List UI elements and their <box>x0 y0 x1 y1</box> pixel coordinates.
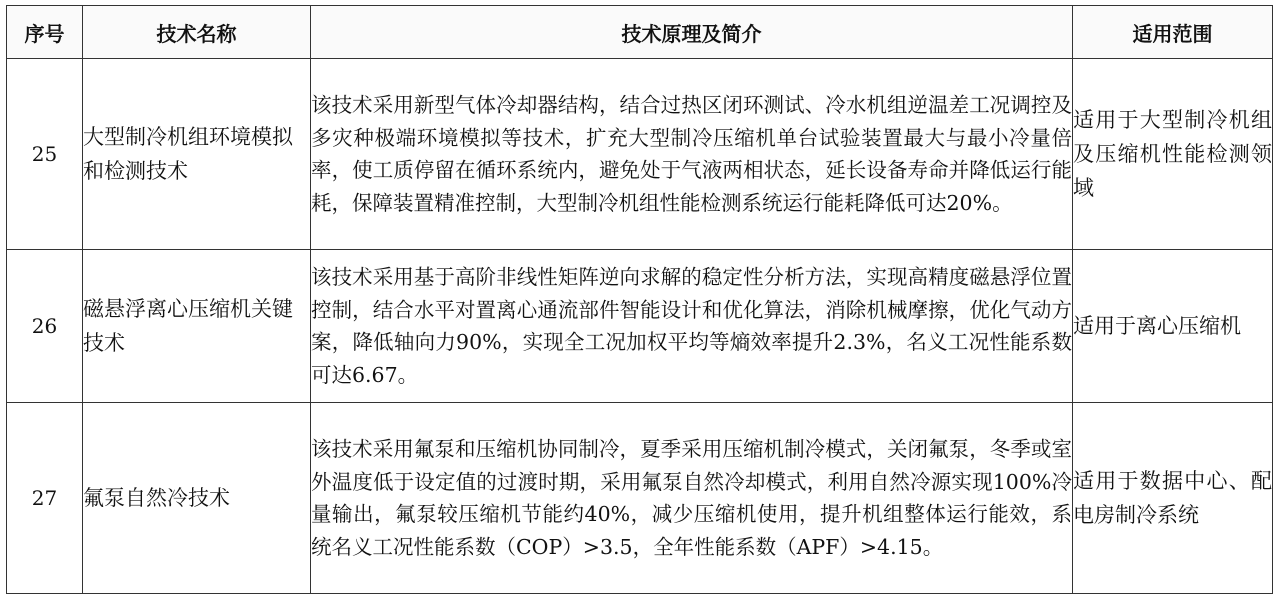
row-desc: 该技术采用基于高阶非线性矩阵逆向求解的稳定性分析方法，实现高精度磁悬浮位置控制，结合水平对置离心通流部件智能设计和优化算法，消除机械摩擦，优化气动方案，降低轴向力90%，实现全工况加权平均等熵效率提升2.3%，名义工况性能系数可达6.67。 <box>311 250 1073 403</box>
header-scope: 适用范围 <box>1073 6 1273 59</box>
table-row <box>7 250 1273 403</box>
row-scope: 适用于大型制冷机组及压缩机性能检测领域 <box>1073 59 1273 250</box>
row-scope: 适用于离心压缩机 <box>1073 250 1273 403</box>
row-seq: 26 <box>7 250 83 403</box>
row-name: 磁悬浮离心压缩机关键技术 <box>83 250 311 403</box>
header-desc: 技术原理及简介 <box>311 6 1073 59</box>
tech-table <box>6 5 1273 594</box>
row-desc: 该技术采用氟泵和压缩机协同制冷，夏季采用压缩机制冷模式，关闭氟泵，冬季或室外温度低于设定值的过渡时期，采用氟泵自然冷却模式，利用自然冷源实现100%冷量输出，氟泵较压缩机节能约40%，减少压缩机使用，提升机组整体运行能效，系统名义工况性能系数（COP）>3.5，全年性能系数（APF）>4.15。 <box>311 403 1073 594</box>
header-row <box>7 6 1273 59</box>
row-desc: 该技术采用新型气体冷却器结构，结合过热区闭环测试、冷水机组逆温差工况调控及多灾种极端环境模拟等技术，扩充大型制冷压缩机单台试验装置最大与最小冷量倍率，使工质停留在循环系统内，避免处于气液两相状态，延长设备寿命并降低运行能耗，保障装置精准控制，大型制冷机组性能检测系统运行能耗降低可达20%。 <box>311 59 1073 250</box>
row-name: 氟泵自然冷技术 <box>83 403 311 594</box>
header-seq: 序号 <box>7 6 83 59</box>
header-name: 技术名称 <box>83 6 311 59</box>
row-name: 大型制冷机组环境模拟和检测技术 <box>83 59 311 250</box>
table-row <box>7 59 1273 250</box>
row-seq: 27 <box>7 403 83 594</box>
row-scope: 适用于数据中心、配电房制冷系统 <box>1073 403 1273 594</box>
row-seq: 25 <box>7 59 83 250</box>
table-row <box>7 403 1273 594</box>
